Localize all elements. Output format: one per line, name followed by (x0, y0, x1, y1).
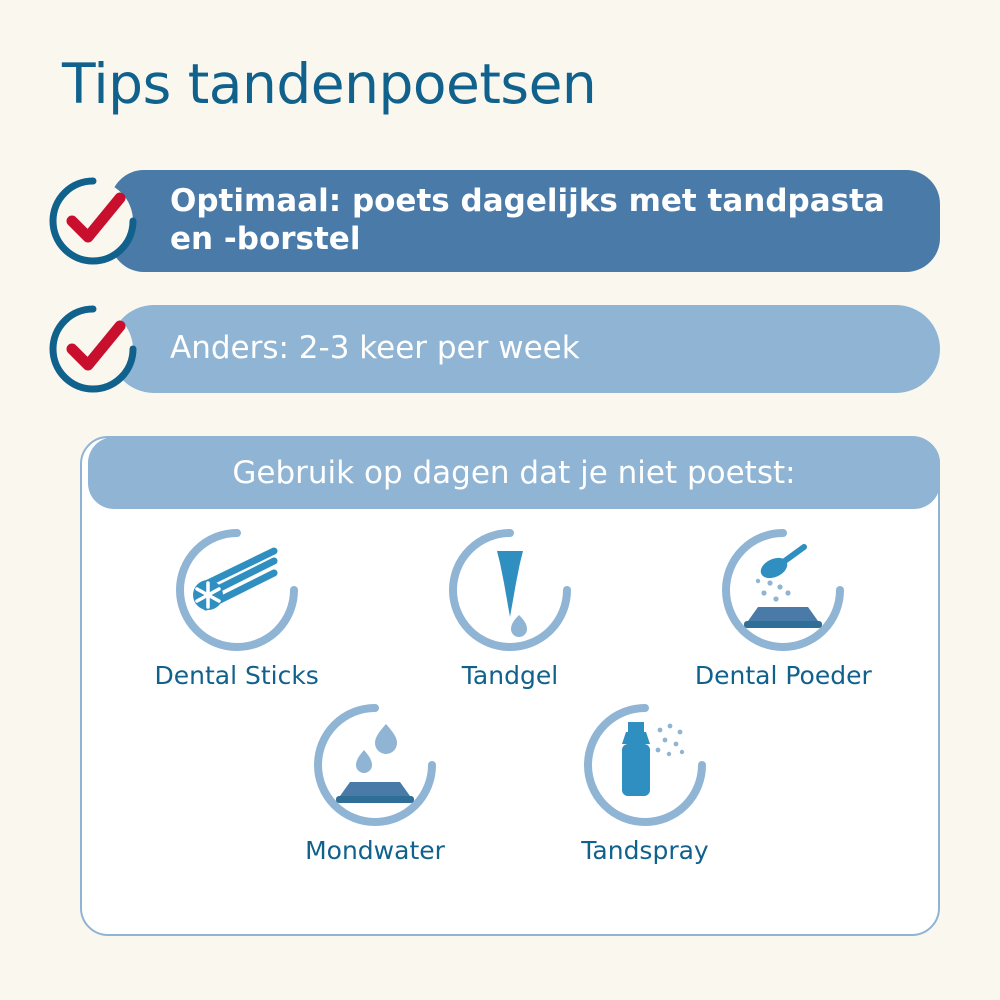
list-item (530, 700, 760, 865)
dental-poeder-scoop-icon (708, 525, 858, 655)
list-item-label: Tandgel (461, 661, 559, 690)
list-item (122, 525, 352, 690)
alternatives-card-header-label: Gebruik op dagen dat je niet poetst: (232, 455, 796, 491)
tandspray-bottle-icon (570, 700, 720, 830)
list-item (260, 700, 490, 865)
alternatives-card-header (88, 437, 940, 509)
alternatives-row-2 (240, 700, 780, 865)
tip-pill-primary-label: Optimaal: poets dagelijks met tandpasta en -borstel (170, 183, 885, 257)
dental-sticks-icon (162, 525, 312, 655)
mondwater-drops-icon (300, 700, 450, 830)
check-circle-icon (48, 304, 138, 394)
alternatives-row-1 (100, 525, 920, 690)
tandgel-tube-icon (435, 525, 585, 655)
list-item-label: Dental Poeder (694, 661, 872, 690)
check-circle-icon (48, 176, 138, 266)
list-item-label: Mondwater (305, 836, 445, 865)
list-item (395, 525, 625, 690)
list-item-label: Dental Sticks (154, 661, 319, 690)
list-item (668, 525, 898, 690)
tip-pill-secondary (110, 305, 940, 393)
tip-pill-primary (110, 170, 940, 272)
page-title: Tips tandenpoetsen (62, 52, 597, 116)
tip-pill-secondary-label: Anders: 2-3 keer per week (170, 330, 580, 367)
list-item-label: Tandspray (581, 836, 709, 865)
